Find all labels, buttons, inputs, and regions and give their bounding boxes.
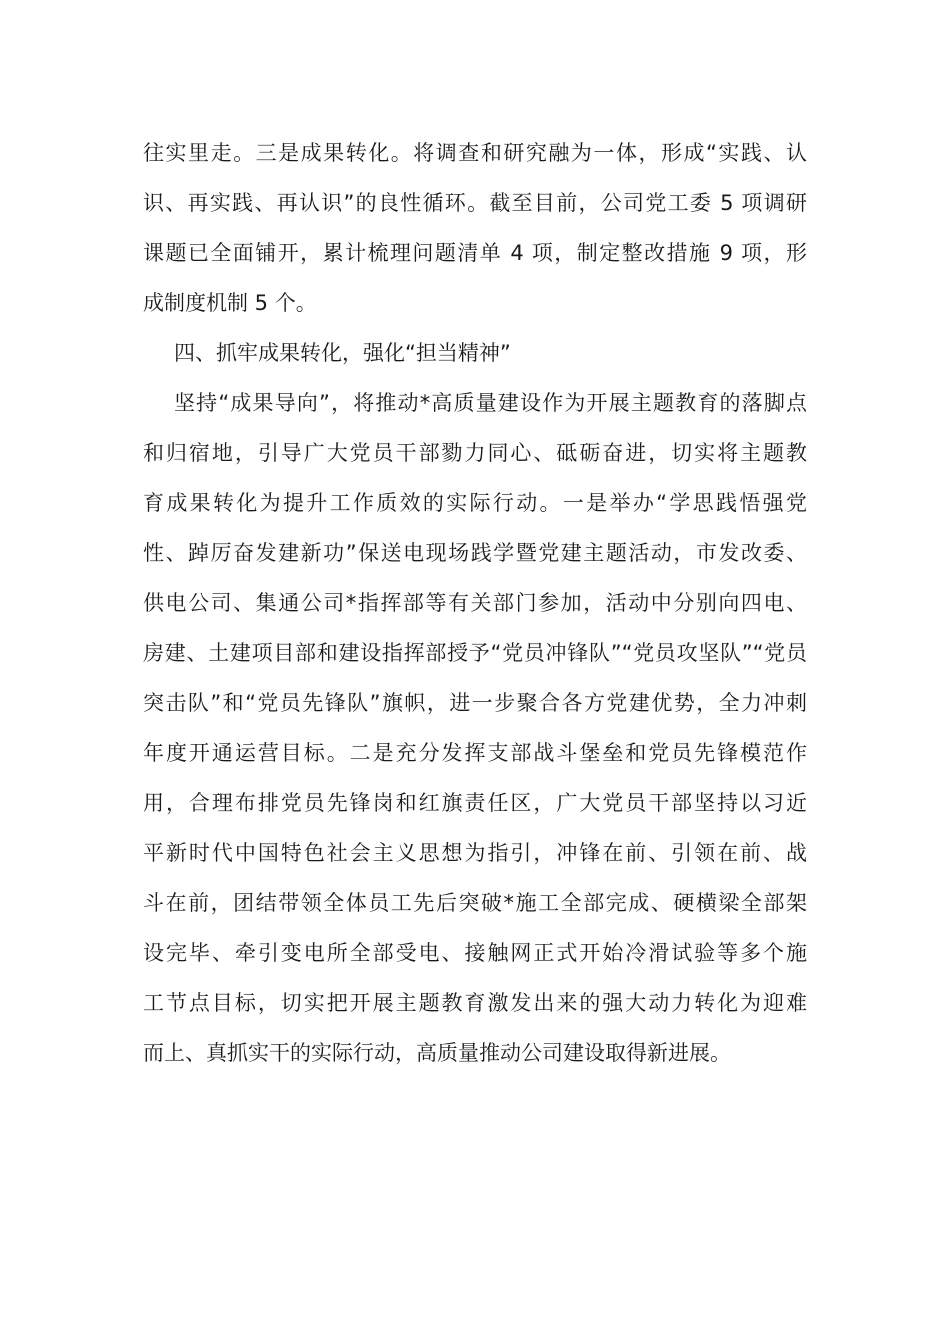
paragraph-results-conversion-end <box>143 128 807 328</box>
text-line: 而上、真抓实干的实际行动，高质量推动公司建设取得新进展。 <box>143 1041 731 1065</box>
section-heading-text: 四、抓牢成果转化，强化“担当精神” <box>174 341 511 365</box>
text-line: 年度开通运营目标。二是充分发挥支部战斗堡垒和党员先锋模范作 <box>143 741 807 765</box>
text-line: 设完毕、牵引变电所全部受电、接触网正式开始冷滑试验等多个施 <box>143 941 807 965</box>
text-line: 成制度机制 5 个。 <box>143 291 317 315</box>
text-line: 性、踔厉奋发建新功”保送电现场践学暨党建主题活动，市发改委、 <box>143 541 807 565</box>
text-line: 平新时代中国特色社会主义思想为指引，冲锋在前、引领在前、战 <box>143 841 807 865</box>
text-line: 识、再实践、再认识”的良性循环。截至目前，公司党工委 5 项调研 <box>143 191 807 215</box>
text-line: 坚持“成果导向”，将推动*高质量建设作为开展主题教育的落脚点 <box>174 391 807 415</box>
text-line: 育成果转化为提升工作质效的实际行动。一是举办“学思践悟强党 <box>143 491 807 515</box>
text-line: 往实里走。三是成果转化。将调查和研究融为一体，形成“实践、认 <box>143 141 807 165</box>
text-line: 供电公司、集通公司*指挥部等有关部门参加，活动中分别向四电、 <box>143 591 807 615</box>
text-line: 和归宿地，引导广大党员干部勠力同心、砥砺奋进，切实将主题教 <box>143 441 807 465</box>
document-body <box>143 128 807 1078</box>
text-line: 工节点目标，切实把开展主题教育激发出来的强大动力转化为迎难 <box>143 991 807 1015</box>
text-line: 用，合理布排党员先锋岗和红旗责任区，广大党员干部坚持以习近 <box>143 791 807 815</box>
text-line: 房建、土建项目部和建设指挥部授予“党员冲锋队”“党员攻坚队”“党员 <box>143 641 807 665</box>
paragraph-results-orientation <box>143 378 807 1078</box>
text-line: 斗在前，团结带领全体员工先后突破*施工全部完成、硬横梁全部架 <box>143 891 807 915</box>
section-heading <box>143 328 807 378</box>
text-line: 课题已全面铺开，累计梳理问题清单 4 项，制定整改措施 9 项，形 <box>143 241 807 265</box>
text-line: 突击队”和“党员先锋队”旗帜，进一步聚合各方党建优势，全力冲刺 <box>143 691 807 715</box>
